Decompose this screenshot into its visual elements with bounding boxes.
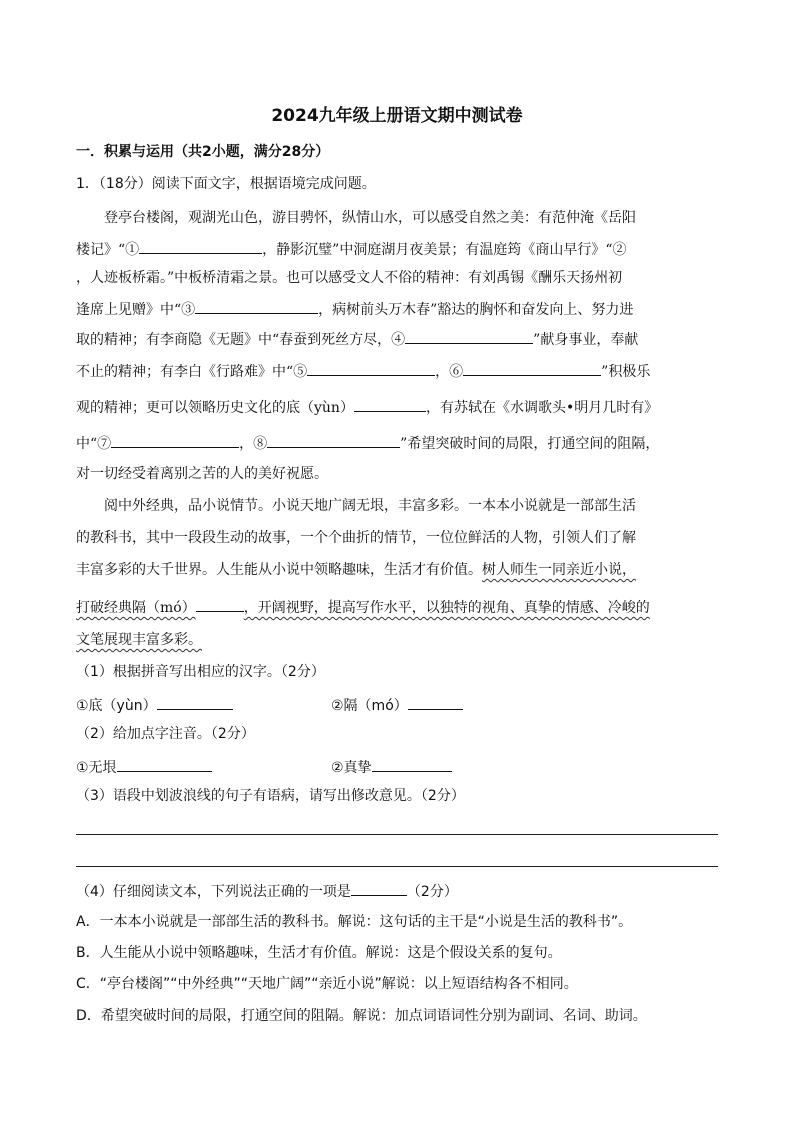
answer-blank[interactable] xyxy=(117,756,212,772)
option-d: D．希望突破时间的局限，打通空间的阻隔。解说：加点词语词性分别为副词、名词、助词。 xyxy=(76,1008,647,1024)
option-a: A．一本本小说就是一部部生活的教科书。解说：这句话的主干是“小说是生活的教科书”。 xyxy=(76,914,633,930)
wavy-underlined-sentence: ，开阔视野，提高写作水平，以独特的视角、真挚的情感、冷峻的 xyxy=(243,600,650,616)
answer-line[interactable] xyxy=(76,866,718,867)
prompt-text: （2分） xyxy=(406,884,458,900)
text-fragment: ”希望突破时间的局限，打通空间的阻隔， xyxy=(400,436,660,452)
blank-yun[interactable] xyxy=(354,396,426,412)
passage1-line2 xyxy=(76,238,627,260)
text-fragment: ，⑧ xyxy=(239,436,268,452)
answer-label: ②真挚 xyxy=(331,760,372,776)
subquestion-2-answers-b xyxy=(331,756,452,778)
blank-1[interactable] xyxy=(139,238,262,254)
text-fragment: 丰富多彩的大千世界。人生能从小说中领略趣味，生活才有价值。 xyxy=(76,562,482,578)
passage1-line3: ，人迹板桥霜。”中板桥清霜之景。也可以感受文人不俗的精神：有刘禹锡《酬乐天扬州初 xyxy=(76,270,623,286)
option-c: C．“亭台楼阁”“中外经典”“天地广阔”“亲近小说”解说：以上短语结构各不相同。 xyxy=(76,976,578,992)
blank-8[interactable] xyxy=(267,432,400,448)
text-fragment: ”献身事业，奉献 xyxy=(533,332,639,348)
wavy-underlined-sentence: 打破经典隔（mó） xyxy=(76,600,196,616)
wavy-underlined-sentence: 树人师生一同亲近小说， xyxy=(482,562,636,578)
subquestion-4-prompt xyxy=(76,880,458,902)
answer-blank[interactable] xyxy=(351,880,407,896)
passage1-line9: 对一切经受着离别之苦的人的美好祝愿。 xyxy=(76,466,328,482)
passage2-line5 xyxy=(76,630,202,650)
subquestion-3-prompt: （3）语段中划波浪线的句子有语病，请写出修改意见。（2分） xyxy=(76,788,465,804)
text-fragment: 不止的精神；有李白《行路难》中“⑤ xyxy=(76,364,308,380)
blank-7[interactable] xyxy=(111,432,239,448)
passage2-line4 xyxy=(76,596,650,618)
answer-label: ①底（yùn） xyxy=(76,698,157,714)
passage1-line6 xyxy=(76,360,650,382)
text-fragment: ，静影沉璧”中洞庭湖月夜美景；有温庭筠《商山早行》“② xyxy=(262,242,627,258)
passage1-line1: 登亭台楼阁，观湖光山色，游目骋怀，纵情山水，可以感受自然之美：有范仲淹《岳阳 xyxy=(104,210,636,226)
answer-label: ①无垠 xyxy=(76,760,117,776)
passage1-line5 xyxy=(76,328,638,350)
blank-5[interactable] xyxy=(307,360,435,376)
text-fragment: 取的精神；有李商隐《无题》中“春蚕到死丝方尽，④ xyxy=(76,332,406,348)
subquestion-2-answers xyxy=(76,756,212,778)
text-fragment: ”积极乐 xyxy=(601,364,651,380)
blank-6[interactable] xyxy=(463,360,601,376)
answer-blank[interactable] xyxy=(157,694,233,710)
passage1-line8 xyxy=(76,432,659,454)
text-fragment: 楼记》“① xyxy=(76,242,140,258)
passage1-line7 xyxy=(76,396,658,418)
answer-blank[interactable] xyxy=(372,756,452,772)
subquestion-1-answers-b xyxy=(331,694,463,716)
wavy-underlined-sentence: 文笔展现丰富多彩。 xyxy=(76,632,202,648)
text-fragment: 观的精神；更可以领略历史文化的底（yùn） xyxy=(76,400,354,416)
answer-line[interactable] xyxy=(76,834,718,835)
subquestion-2-prompt: （2）给加点字注音。（2分） xyxy=(76,726,255,742)
passage2-line2: 的教科书，其中一段段生动的故事，一个个曲折的情节，一位位鲜活的人物，引领人们了解 xyxy=(76,530,636,546)
blank-3[interactable] xyxy=(195,298,318,314)
answer-blank[interactable] xyxy=(408,694,463,710)
passage2-line3 xyxy=(76,560,636,580)
text-fragment: ，有苏轼在《水调歌头•明月几时有》 xyxy=(425,400,659,416)
text-fragment: ，⑥ xyxy=(435,364,464,380)
passage1-line4 xyxy=(76,298,633,320)
text-fragment: 中“⑦ xyxy=(76,436,112,452)
prompt-text: （4）仔细阅读文本，下列说法正确的一项是 xyxy=(76,884,351,900)
subquestion-1-prompt: （1）根据拼音写出相应的汉字。（2分） xyxy=(76,664,325,680)
answer-label: ②隔（mó） xyxy=(331,698,408,714)
blank-mo[interactable] xyxy=(196,596,244,612)
page-title: 2024九年级上册语文期中测试卷 xyxy=(271,106,523,126)
blank-4[interactable] xyxy=(405,328,533,344)
text-fragment: 逢席上见赠》中“③ xyxy=(76,302,196,318)
text-fragment: ，病树前头万木春”豁达的胸怀和奋发向上、努力进 xyxy=(318,302,634,318)
section-heading: 一．积累与运用（共2小题，满分28分） xyxy=(76,144,330,160)
passage2-line1: 阅中外经典，品小说情节。小说天地广阔无垠，丰富多彩。一本本小说就是一部部生活 xyxy=(104,498,636,514)
subquestion-1-answers xyxy=(76,694,233,716)
question-1-intro: 1．（18分）阅读下面文字，根据语境完成问题。 xyxy=(76,176,376,192)
option-b: B．人生能从小说中领略趣味，生活才有价值。解说：这是个假设关系的复句。 xyxy=(76,945,562,961)
